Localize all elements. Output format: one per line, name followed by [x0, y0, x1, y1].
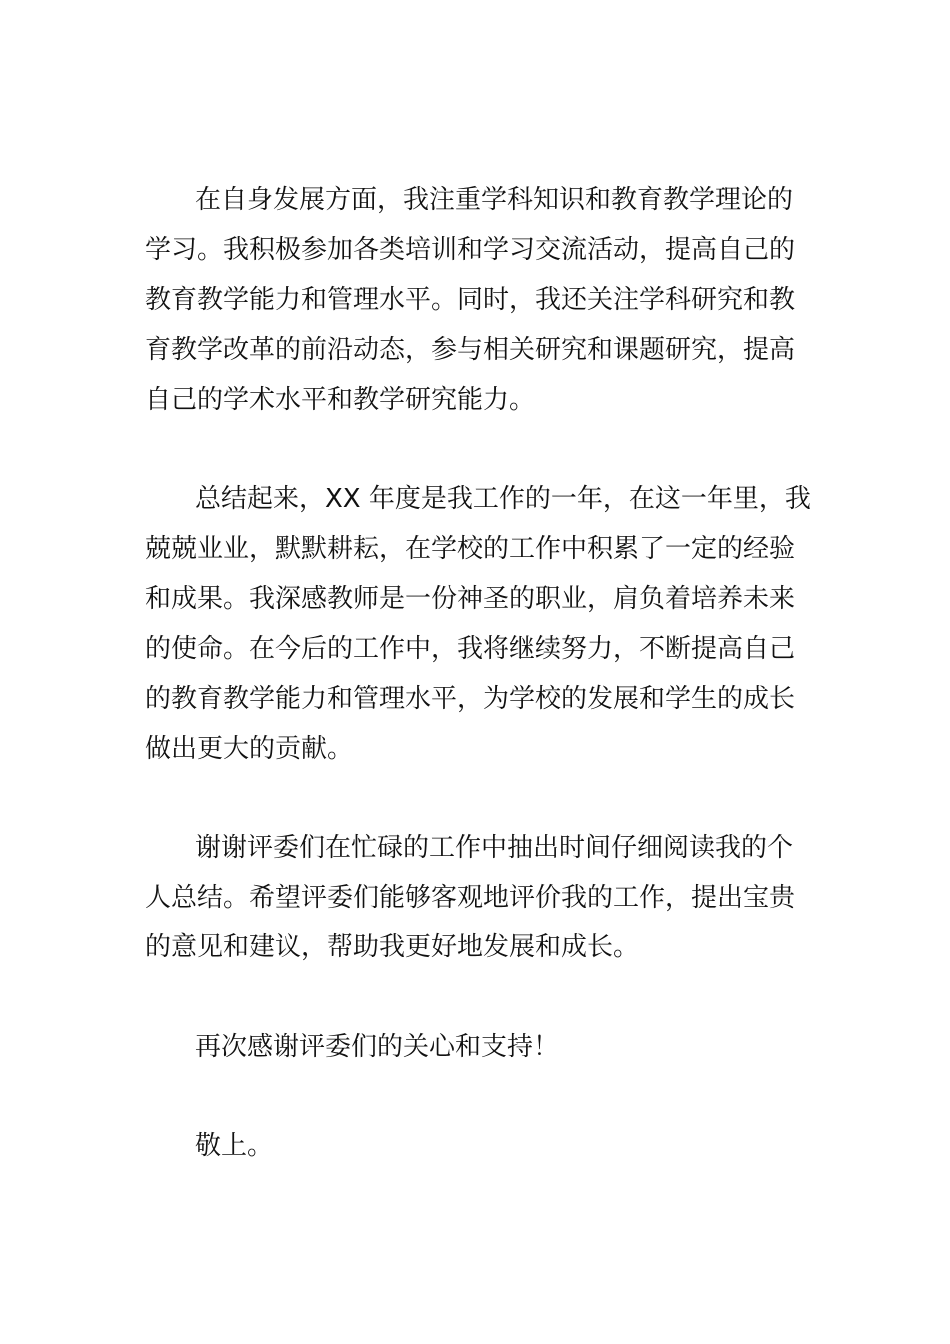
paragraph-2-line-1: 总结起来，XX 年度是我工作的一年，在这一年里，我 — [195, 484, 811, 514]
paragraph-1-line-3: 教育教学能力和管理水平。同时，我还关注学科研究和教 — [145, 285, 796, 315]
paragraph-1-line-1: 在自身发展方面，我注重学科知识和教育教学理论的 — [195, 185, 794, 215]
paragraph-2-line-3: 和成果。我深感教师是一份神圣的职业，肩负着培养未来 — [145, 584, 796, 614]
paragraph-1-line-2: 学习。我积极参加各类培训和学习交流活动，提高自己的 — [145, 235, 796, 265]
paragraph-1-line-5: 自己的学术水平和教学研究能力。 — [145, 385, 536, 415]
paragraph-3-line-2: 人总结。希望评委们能够客观地评价我的工作，提出宝贵 — [145, 883, 796, 913]
paragraph-4-line-1: 再次感谢评委们的关心和支持！ — [195, 1032, 560, 1062]
paragraph-3-line-1: 谢谢评委们在忙碌的工作中抽出时间仔细阅读我的个 — [195, 833, 794, 863]
paragraph-2-line-6: 做出更大的贡献。 — [145, 734, 354, 764]
closing-line: 敬上。 — [195, 1131, 274, 1161]
paragraph-2-line-2: 兢兢业业，默默耕耘，在学校的工作中积累了一定的经验 — [145, 534, 796, 564]
paragraph-1-line-4: 育教学改革的前沿动态，参与相关研究和课题研究，提高 — [145, 335, 796, 365]
paragraph-2-line-5: 的教育教学能力和管理水平，为学校的发展和学生的成长 — [145, 684, 796, 714]
paragraph-2-line-4: 的使命。在今后的工作中，我将继续努力，不断提高自己 — [145, 634, 796, 664]
paragraph-3-line-3: 的意见和建议，帮助我更好地发展和成长。 — [145, 932, 640, 962]
